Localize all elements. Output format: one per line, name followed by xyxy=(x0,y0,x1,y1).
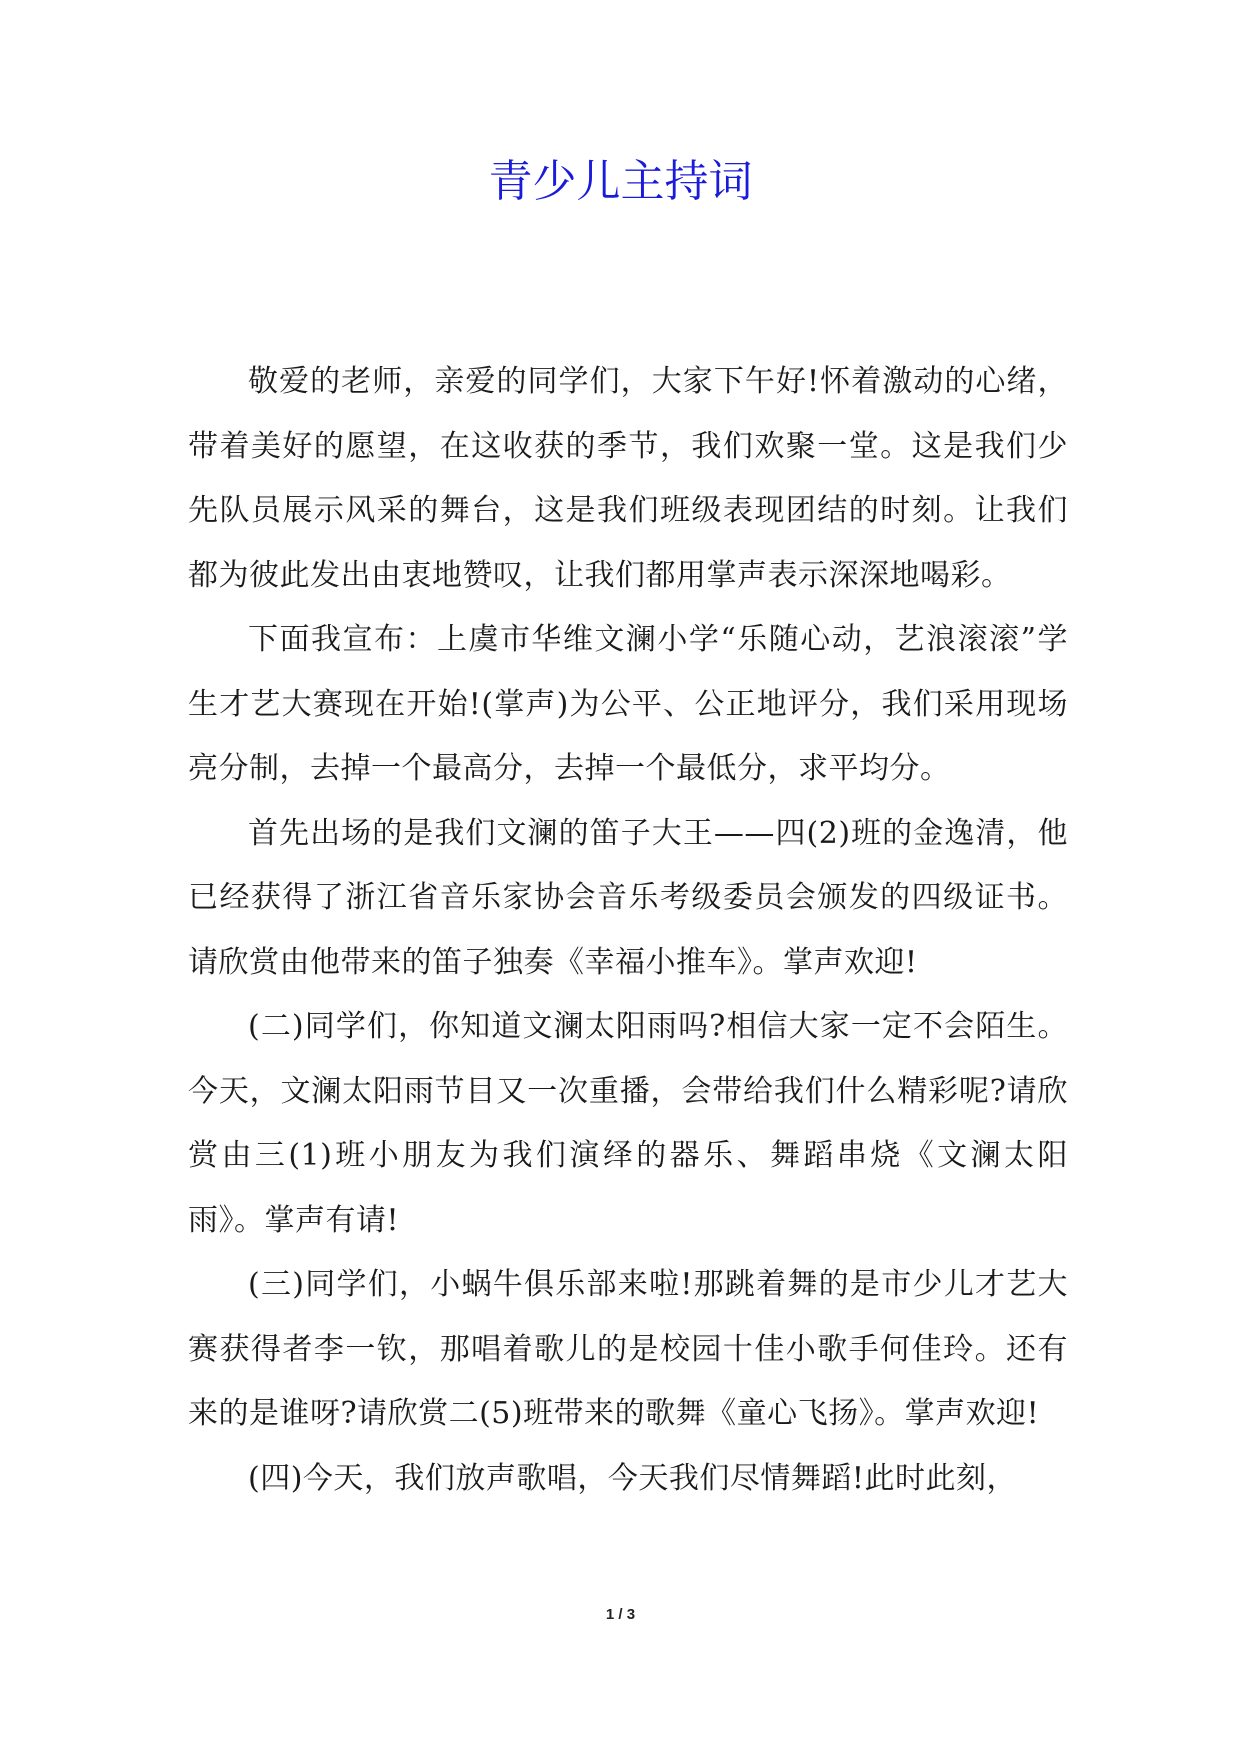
paragraph-2: 下面我宣布：上虞市华维文澜小学“乐随心动，艺浪滚滚”学生才艺大赛现在开始!(掌声)为公平、公正地评分，我们采用现场亮分制，去掉一个最高分，去掉一个最低分，求平均分。 xyxy=(188,622,1068,786)
paragraph-1: 敬爱的老师，亲爱的同学们，大家下午好!怀着激动的心绪，带着美好的愿望，在这收获的季节，我们欢聚一堂。这是我们少先队员展示风采的舞台，这是我们班级表现团结的时刻。让我们都为彼此发出由衷地赞叹，让我们都用掌声表示深深地喝彩。 xyxy=(188,364,1068,593)
paragraph-5: (三)同学们，小蜗牛俱乐部来啦!那跳着舞的是市少儿才艺大赛获得者李一钦，那唱着歌儿的是校园十佳小歌手何佳玲。还有来的是谁呀?请欣赏二(5)班带来的歌舞《童心飞扬》。掌声欢迎! xyxy=(188,1267,1068,1431)
paragraph-3: 首先出场的是我们文澜的笛子大王——四(2)班的金逸清，他已经获得了浙江省音乐家协会音乐考级委员会颁发的四级证书。请欣赏由他带来的笛子独奏《幸福小推车》。掌声欢迎! xyxy=(188,815,1068,980)
page-number: 1 / 3 xyxy=(605,1606,636,1623)
document-title: 青少儿主持词 xyxy=(488,156,753,207)
document-body xyxy=(188,350,1068,1511)
paragraph-4: (二)同学们，你知道文澜太阳雨吗?相信大家一定不会陌生。今天，文澜太阳雨节目又一次重播，会带给我们什么精彩呢?请欣赏由三(1)班小朋友为我们演绎的器乐、舞蹈串烧《文澜太阳雨》。掌声有请! xyxy=(188,1009,1068,1238)
paragraph-6: (四)今天，我们放声歌唱，今天我们尽情舞蹈!此时此刻， xyxy=(248,1460,1017,1496)
